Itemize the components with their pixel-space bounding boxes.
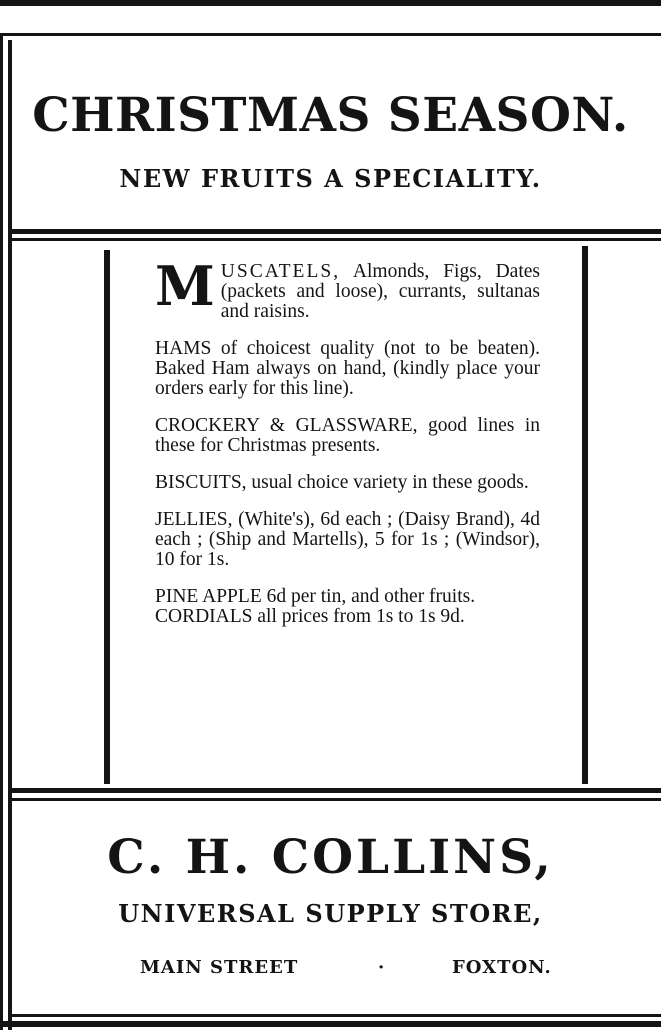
item-list (155, 254, 540, 627)
top-inner-rule (0, 33, 661, 36)
muscatels-lead: USCATELS, (220, 261, 341, 282)
merchant-name: C. H. COLLINS, (107, 830, 554, 885)
footer-divider-thin (12, 798, 661, 801)
content-box-right-border (582, 246, 588, 784)
town-name: FOXTON. (452, 957, 552, 978)
bottom-inner-rule (12, 1014, 661, 1017)
header-divider-thin (12, 238, 661, 241)
content-box-left-border (104, 250, 110, 784)
store-name: UNIVERSAL SUPPLY STORE, (118, 899, 543, 928)
item-jellies: JELLIES, (White's), 6d each ; (Daisy Brand), 4d each ; (Ship and Martells), 5 for 1s ; (Windsor), 10 for 1s. (155, 509, 540, 570)
item-pineapple: PINE APPLE 6d per tin, and other fruits. (155, 586, 476, 607)
muscatels-text: Almonds, Figs, Dates (packets and loose), currants, sultanas and raisins. (220, 261, 540, 322)
top-border-rule (0, 0, 661, 6)
street-name: MAIN STREET (140, 957, 299, 978)
address-separator: · (378, 957, 386, 978)
item-crockery: CROCKERY & GLASSWARE, good lines in these for Christmas presents. (155, 415, 540, 456)
subheadline: NEW FRUITS A SPECIALITY. (119, 164, 542, 193)
item-biscuits: BISCUITS, usual choice variety in these goods. (155, 472, 529, 493)
bottom-border-rule (0, 1021, 661, 1027)
item-hams: HAMS of choicest quality (not to be beaten). Baked Ham always on hand, (kindly place your orders early for this line). (155, 338, 540, 399)
drop-cap: M (155, 254, 215, 318)
headline: CHRISTMAS SEASON. (32, 88, 629, 143)
footer-divider-thick (12, 788, 661, 793)
header-divider-thick (12, 229, 661, 234)
item-cordials: CORDIALS all prices from 1s to 1s 9d. (155, 606, 465, 627)
item-muscatels (155, 254, 540, 322)
